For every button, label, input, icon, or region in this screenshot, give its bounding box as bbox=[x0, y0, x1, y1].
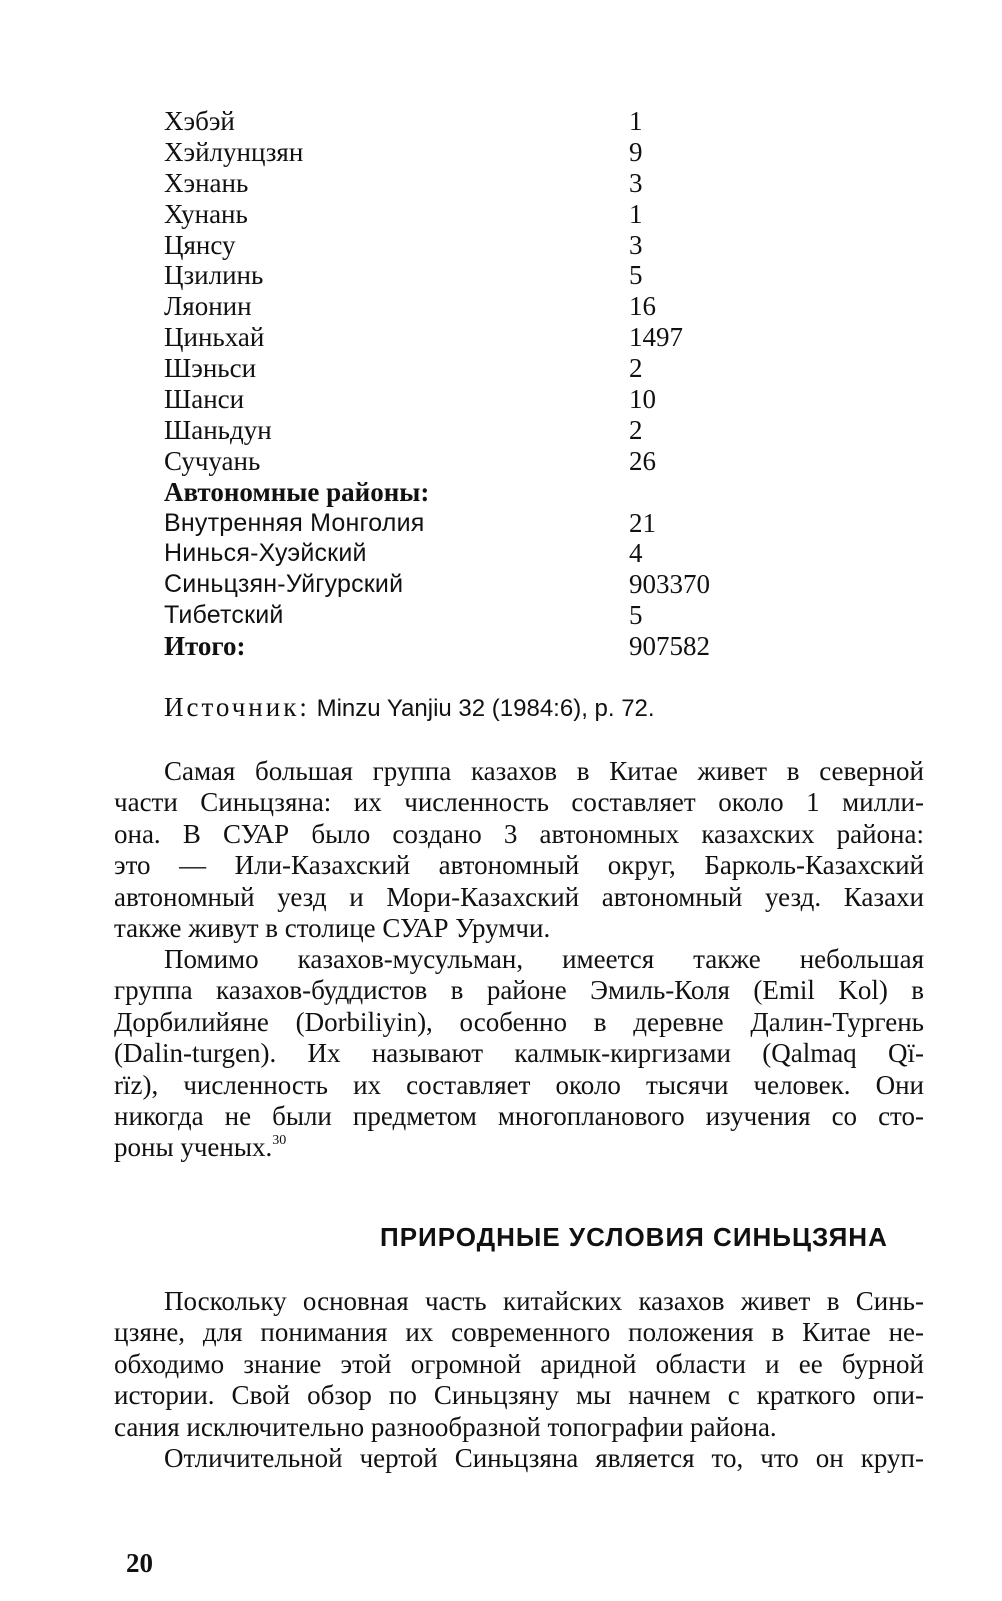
region-name: Шаньдун bbox=[164, 414, 272, 445]
table-row bbox=[164, 137, 764, 168]
region-value: 21 bbox=[629, 507, 656, 538]
region-value: 26 bbox=[629, 445, 656, 476]
region-name: Цзилинь bbox=[164, 260, 264, 291]
region-name: Цянсу bbox=[164, 229, 236, 260]
source-label: Источник: bbox=[164, 692, 310, 722]
text-line-content: роны ученых. bbox=[114, 1132, 273, 1163]
text-line: истории. Свой обзор по Синьцзяну мы начнем с краткого опи- bbox=[114, 1380, 924, 1411]
region-value: 5 bbox=[629, 600, 643, 631]
region-value: 1 bbox=[629, 106, 643, 136]
table-row bbox=[164, 508, 764, 539]
table-row bbox=[164, 291, 764, 322]
region-name: Шэньси bbox=[164, 353, 257, 384]
region-value: 10 bbox=[629, 384, 656, 415]
text-line: автономный уезд и Мори-Казахский автономный уезд. Казахи bbox=[114, 881, 924, 912]
text-line: группа казахов-буддистов в районе Эмиль-Коля (Emil Kol) в bbox=[114, 975, 924, 1006]
text-line: Самая большая группа казахов в Китае живет в северной bbox=[164, 756, 924, 786]
text-line: Поскольку основная часть китайских казахов живет в Синь- bbox=[164, 1286, 924, 1316]
text-line: также живут в столице СУАР Урумчи. bbox=[114, 913, 551, 944]
total-label: Итого: bbox=[164, 631, 246, 662]
text-line: обходимо знание этой огромной аридной области и ее бурной bbox=[114, 1348, 924, 1379]
region-value: 1 bbox=[629, 198, 643, 229]
region-name: Синьцзян-Уйгурский bbox=[164, 570, 404, 599]
table-source bbox=[164, 692, 655, 723]
table-row bbox=[164, 415, 764, 446]
page-number: 20 bbox=[126, 1548, 153, 1578]
table-row bbox=[164, 106, 764, 137]
paragraph-kazakh-groups bbox=[114, 756, 924, 944]
text-line bbox=[114, 1132, 924, 1163]
region-value: 9 bbox=[629, 136, 643, 167]
region-name: Нинься-Хуэйский bbox=[164, 539, 367, 568]
region-name: Внутренняя Монголия bbox=[164, 508, 425, 537]
table-row bbox=[164, 199, 764, 230]
region-name: Циньхай bbox=[164, 322, 265, 353]
paragraph-xinjiang-intro bbox=[114, 1286, 924, 1443]
text-line: части Синьцзяна: их численность составляет около 1 милли- bbox=[114, 787, 924, 818]
paragraph-xinjiang-feature bbox=[114, 1443, 924, 1474]
region-value: 903370 bbox=[629, 569, 710, 600]
region-value: 5 bbox=[629, 260, 643, 291]
region-value: 2 bbox=[629, 414, 643, 445]
text-line: rïz), численность их составляет около тысячи человек. Они bbox=[114, 1069, 924, 1100]
table-row bbox=[164, 569, 764, 600]
table-row bbox=[164, 353, 764, 384]
region-name: Тибетский bbox=[164, 601, 284, 630]
source-reference: Minzu Yanjiu 32 (1984:6), p. 72. bbox=[316, 695, 655, 722]
table-row bbox=[164, 446, 764, 477]
region-name: Хунань bbox=[164, 198, 248, 229]
text-line: (Dalin-turgen). Их называют калмык-киргизами (Qalmaq Qï- bbox=[114, 1038, 924, 1069]
total-row bbox=[164, 631, 764, 662]
total-value: 907582 bbox=[629, 631, 710, 662]
text-line: она. В СУАР было создано 3 автономных казахских района: bbox=[114, 818, 924, 849]
region-value: 2 bbox=[629, 353, 643, 384]
region-name: Хэйлунцзян bbox=[164, 136, 304, 167]
region-name: Хэнань bbox=[164, 167, 249, 198]
statistics-table bbox=[164, 106, 764, 662]
text-line: Дорбилийяне (Dorbiliyin), особенно в деревне Далин-Тургень bbox=[114, 1006, 924, 1037]
table-row bbox=[164, 538, 764, 569]
text-line: Помимо казахов-мусульман, имеется также небольшая bbox=[164, 944, 924, 974]
paragraph-buddhist-kazakhs bbox=[114, 944, 924, 1164]
table-row bbox=[164, 600, 764, 631]
region-value: 1497 bbox=[629, 322, 683, 353]
table-row bbox=[164, 230, 764, 261]
table-row bbox=[164, 322, 764, 353]
table-row bbox=[164, 168, 764, 199]
region-name: Ляонин bbox=[164, 291, 252, 322]
region-value: 3 bbox=[629, 229, 643, 260]
region-value: 16 bbox=[629, 291, 656, 322]
text-line: никогда не были предметом многопланового изучения со сто- bbox=[114, 1101, 924, 1132]
region-name: Шанси bbox=[164, 384, 245, 415]
region-name: Сучуань bbox=[164, 445, 261, 476]
autonomous-heading-row bbox=[164, 477, 764, 508]
autonomous-heading: Автономные районы: bbox=[164, 476, 430, 507]
region-name: Хэбэй bbox=[164, 106, 235, 136]
text-line: Отличительной чертой Синьцзяна является то, что он круп- bbox=[164, 1443, 924, 1473]
region-value: 4 bbox=[629, 538, 643, 569]
section-heading: ПРИРОДНЫЕ УСЛОВИЯ СИНЬЦЗЯНА bbox=[380, 1222, 888, 1252]
text-line: цзяне, для понимания их современного положения в Китае не- bbox=[114, 1317, 924, 1348]
table-row bbox=[164, 260, 764, 291]
text-line: сания исключительно разнообразной топографии района. bbox=[114, 1411, 777, 1442]
region-value: 3 bbox=[629, 167, 643, 198]
text-line: это — Или-Казахский автономный округ, Барколь-Казахский bbox=[114, 850, 924, 881]
table-row bbox=[164, 384, 764, 415]
footnote-ref: 30 bbox=[272, 1133, 287, 1149]
